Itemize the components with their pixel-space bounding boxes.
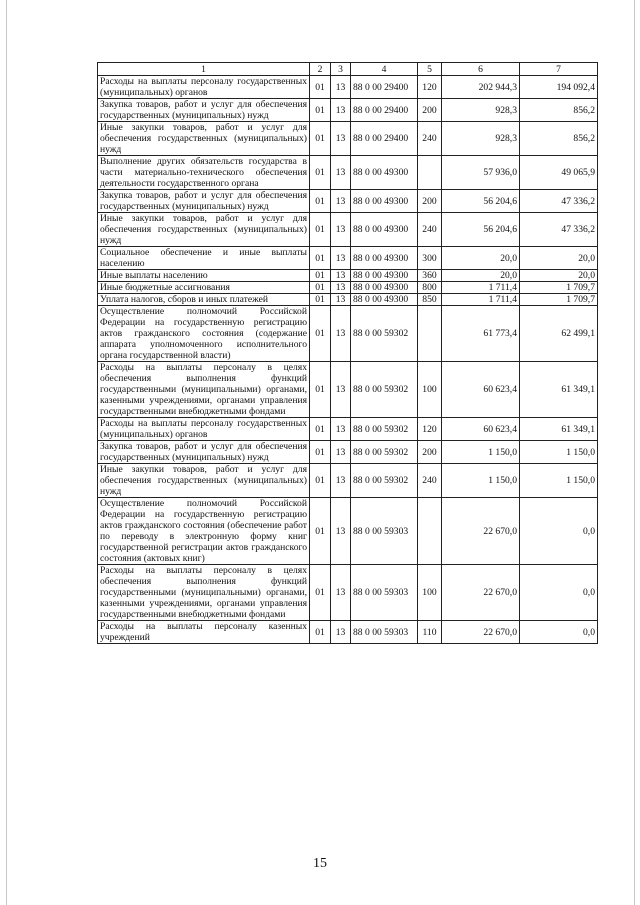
row-name-cell: Иные выплаты населению — [98, 270, 310, 282]
amount-year2-cell: 49 065,9 — [520, 156, 598, 190]
scan-edge-right — [634, 0, 635, 905]
subsection-code-cell: 13 — [331, 270, 351, 282]
target-article-cell: 88 0 00 49300 — [351, 190, 418, 213]
subsection-code-cell: 13 — [331, 190, 351, 213]
amount-year2-cell: 47 336,2 — [520, 190, 598, 213]
section-code-cell: 01 — [310, 282, 331, 294]
subsection-code-cell: 13 — [331, 294, 351, 306]
row-name-cell: Осуществление полномочий Российской Федерации на государственную регистрацию актов гражданского состояния (содержание аппарата уполномоченного исполнительного органа государственной власти) — [98, 306, 310, 362]
section-code-cell: 01 — [310, 621, 331, 644]
table-row — [98, 441, 598, 464]
row-name-cell: Закупка товаров, работ и услуг для обеспечения государственных (муниципальных) нужд — [98, 99, 310, 122]
section-code-cell: 01 — [310, 99, 331, 122]
target-article-cell: 88 0 00 59303 — [351, 565, 418, 621]
table-row — [98, 362, 598, 418]
target-article-cell: 88 0 00 49300 — [351, 247, 418, 270]
amount-year2-cell: 61 349,1 — [520, 362, 598, 418]
amount-year2-cell: 856,2 — [520, 99, 598, 122]
amount-year2-cell: 856,2 — [520, 122, 598, 156]
expense-type-cell: 200 — [418, 190, 442, 213]
amount-year1-cell: 22 670,0 — [442, 621, 520, 644]
target-article-cell: 88 0 00 59303 — [351, 621, 418, 644]
amount-year1-cell: 928,3 — [442, 122, 520, 156]
subsection-code-cell: 13 — [331, 247, 351, 270]
target-article-cell: 88 0 00 49300 — [351, 282, 418, 294]
subsection-code-cell: 13 — [331, 213, 351, 247]
table-row — [98, 294, 598, 306]
subsection-code-cell: 13 — [331, 441, 351, 464]
subsection-code-cell: 13 — [331, 306, 351, 362]
table-row — [98, 99, 598, 122]
expense-type-cell: 120 — [418, 418, 442, 441]
row-name-cell: Иные закупки товаров, работ и услуг для обеспечения государственных (муниципальных) нужд — [98, 464, 310, 498]
amount-year1-cell: 61 773,4 — [442, 306, 520, 362]
amount-year1-cell: 22 670,0 — [442, 498, 520, 565]
subsection-code-cell: 13 — [331, 362, 351, 418]
amount-year2-cell: 1 709,7 — [520, 294, 598, 306]
header-cell: 1 — [98, 63, 310, 76]
section-code-cell: 01 — [310, 122, 331, 156]
table-row — [98, 498, 598, 565]
amount-year2-cell: 47 336,2 — [520, 213, 598, 247]
expense-type-cell: 240 — [418, 122, 442, 156]
table-row — [98, 247, 598, 270]
expense-type-cell: 360 — [418, 270, 442, 282]
amount-year1-cell: 928,3 — [442, 99, 520, 122]
amount-year2-cell: 20,0 — [520, 270, 598, 282]
target-article-cell: 88 0 00 29400 — [351, 99, 418, 122]
subsection-code-cell: 13 — [331, 122, 351, 156]
section-code-cell: 01 — [310, 247, 331, 270]
subsection-code-cell: 13 — [331, 282, 351, 294]
subsection-code-cell: 13 — [331, 621, 351, 644]
amount-year1-cell: 1 711,4 — [442, 282, 520, 294]
expense-type-cell: 100 — [418, 362, 442, 418]
row-name-cell: Социальное обеспечение и иные выплаты населению — [98, 247, 310, 270]
row-name-cell: Расходы на выплаты персоналу казенных учреждений — [98, 621, 310, 644]
table-header-row — [98, 63, 598, 76]
subsection-code-cell: 13 — [331, 99, 351, 122]
section-code-cell: 01 — [310, 362, 331, 418]
amount-year1-cell: 20,0 — [442, 270, 520, 282]
amount-year2-cell: 194 092,4 — [520, 76, 598, 99]
amount-year1-cell: 60 623,4 — [442, 418, 520, 441]
row-name-cell: Выполнение других обязательств государства в части материально-технического обеспечения деятельности государственного органа — [98, 156, 310, 190]
page-number: 15 — [313, 856, 327, 871]
subsection-code-cell: 13 — [331, 464, 351, 498]
table-row — [98, 565, 598, 621]
expense-type-cell: 800 — [418, 282, 442, 294]
expense-type-cell: 200 — [418, 99, 442, 122]
amount-year1-cell: 20,0 — [442, 247, 520, 270]
amount-year2-cell: 61 349,1 — [520, 418, 598, 441]
section-code-cell: 01 — [310, 156, 331, 190]
target-article-cell: 88 0 00 59303 — [351, 498, 418, 565]
section-code-cell: 01 — [310, 213, 331, 247]
expense-type-cell — [418, 498, 442, 565]
expense-type-cell: 120 — [418, 76, 442, 99]
table-row — [98, 418, 598, 441]
expense-type-cell — [418, 306, 442, 362]
row-name-cell: Иные закупки товаров, работ и услуг для обеспечения государственных (муниципальных) нужд — [98, 122, 310, 156]
header-cell: 4 — [351, 63, 418, 76]
subsection-code-cell: 13 — [331, 565, 351, 621]
row-name-cell: Уплата налогов, сборов и иных платежей — [98, 294, 310, 306]
target-article-cell: 88 0 00 29400 — [351, 122, 418, 156]
amount-year1-cell: 1 711,4 — [442, 294, 520, 306]
row-name-cell: Расходы на выплаты персоналу государственных (муниципальных) органов — [98, 418, 310, 441]
table-row — [98, 282, 598, 294]
target-article-cell: 88 0 00 59302 — [351, 418, 418, 441]
amount-year1-cell: 57 936,0 — [442, 156, 520, 190]
section-code-cell: 01 — [310, 306, 331, 362]
amount-year1-cell: 202 944,3 — [442, 76, 520, 99]
section-code-cell: 01 — [310, 418, 331, 441]
header-cell: 3 — [331, 63, 351, 76]
target-article-cell: 88 0 00 59302 — [351, 441, 418, 464]
section-code-cell: 01 — [310, 190, 331, 213]
amount-year2-cell: 1 709,7 — [520, 282, 598, 294]
target-article-cell: 88 0 00 49300 — [351, 213, 418, 247]
expense-type-cell: 300 — [418, 247, 442, 270]
expense-type-cell: 100 — [418, 565, 442, 621]
header-cell: 6 — [442, 63, 520, 76]
amount-year2-cell: 0,0 — [520, 565, 598, 621]
amount-year2-cell: 0,0 — [520, 498, 598, 565]
table-row — [98, 76, 598, 99]
row-name-cell: Закупка товаров, работ и услуг для обеспечения государственных (муниципальных) нужд — [98, 190, 310, 213]
row-name-cell: Расходы на выплаты персоналу в целях обеспечения выполнения функций государственными (муниципальными) органами, казенными учреждениями, органами управления государственными внебюджетными фондами — [98, 362, 310, 418]
row-name-cell: Осуществление полномочий Российской Федерации на государственную регистрацию актов гражданского состояния (обеспечение работ по переводу в электронную форму книг государственной регистрации актов гражданского состояния (актовых книг) — [98, 498, 310, 565]
row-name-cell: Иные закупки товаров, работ и услуг для обеспечения государственных (муниципальных) нужд — [98, 213, 310, 247]
table-row — [98, 213, 598, 247]
target-article-cell: 88 0 00 59302 — [351, 464, 418, 498]
section-code-cell: 01 — [310, 565, 331, 621]
target-article-cell: 88 0 00 59302 — [351, 306, 418, 362]
row-name-cell: Иные бюджетные ассигнования — [98, 282, 310, 294]
amount-year2-cell: 0,0 — [520, 621, 598, 644]
section-code-cell: 01 — [310, 76, 331, 99]
amount-year1-cell: 1 150,0 — [442, 464, 520, 498]
expense-type-cell: 200 — [418, 441, 442, 464]
header-cell: 2 — [310, 63, 331, 76]
section-code-cell: 01 — [310, 464, 331, 498]
scan-edge-left — [6, 0, 7, 905]
expense-type-cell: 240 — [418, 464, 442, 498]
table-row — [98, 270, 598, 282]
row-name-cell: Расходы на выплаты персоналу государственных (муниципальных) органов — [98, 76, 310, 99]
subsection-code-cell: 13 — [331, 498, 351, 565]
amount-year1-cell: 56 204,6 — [442, 190, 520, 213]
table-row — [98, 621, 598, 644]
expense-type-cell: 240 — [418, 213, 442, 247]
section-code-cell: 01 — [310, 441, 331, 464]
section-code-cell: 01 — [310, 270, 331, 282]
target-article-cell: 88 0 00 49300 — [351, 270, 418, 282]
target-article-cell: 88 0 00 49300 — [351, 156, 418, 190]
budget-table — [97, 62, 598, 644]
row-name-cell: Расходы на выплаты персоналу в целях обеспечения выполнения функций государственными (муниципальными) органами, казенными учреждениями, органами управления государственными внебюджетными фондами — [98, 565, 310, 621]
amount-year2-cell: 20,0 — [520, 247, 598, 270]
section-code-cell: 01 — [310, 498, 331, 565]
subsection-code-cell: 13 — [331, 156, 351, 190]
table-row — [98, 156, 598, 190]
amount-year2-cell: 1 150,0 — [520, 464, 598, 498]
table-row — [98, 122, 598, 156]
row-name-cell: Закупка товаров, работ и услуг для обеспечения государственных (муниципальных) нужд — [98, 441, 310, 464]
amount-year2-cell: 62 499,1 — [520, 306, 598, 362]
subsection-code-cell: 13 — [331, 418, 351, 441]
target-article-cell: 88 0 00 49300 — [351, 294, 418, 306]
expense-type-cell — [418, 156, 442, 190]
table-row — [98, 306, 598, 362]
amount-year2-cell: 1 150,0 — [520, 441, 598, 464]
amount-year1-cell: 60 623,4 — [442, 362, 520, 418]
target-article-cell: 88 0 00 59302 — [351, 362, 418, 418]
target-article-cell: 88 0 00 29400 — [351, 76, 418, 99]
subsection-code-cell: 13 — [331, 76, 351, 99]
section-code-cell: 01 — [310, 294, 331, 306]
expense-type-cell: 850 — [418, 294, 442, 306]
table-row — [98, 464, 598, 498]
amount-year1-cell: 1 150,0 — [442, 441, 520, 464]
header-cell: 5 — [418, 63, 442, 76]
header-cell: 7 — [520, 63, 598, 76]
amount-year1-cell: 22 670,0 — [442, 565, 520, 621]
table-row — [98, 190, 598, 213]
expense-type-cell: 110 — [418, 621, 442, 644]
amount-year1-cell: 56 204,6 — [442, 213, 520, 247]
